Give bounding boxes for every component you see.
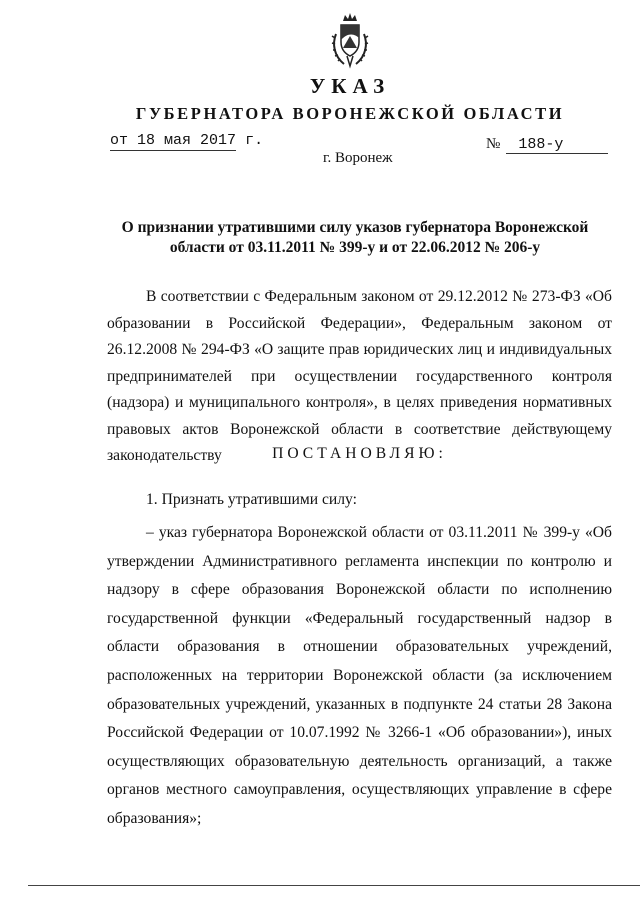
page-bottom-divider <box>28 885 640 886</box>
city: г. Воронеж <box>323 150 393 166</box>
document-date <box>110 132 263 151</box>
item-1-title: 1. Признать утратившими силу: <box>146 491 357 508</box>
document-heading: О признании утратившими силу указов губернатора Воронежской области от 03.11.2011 № 399-у и от 22.06.2012 № 206-у <box>121 219 589 256</box>
coat-of-arms-icon <box>330 12 370 70</box>
date-suffix: г. <box>245 132 264 149</box>
item-1-bullet: – указ губернатора Воронежской области от 03.11.2011 № 399-у «Об утверждении Административного регламента инспекции по контролю и надзору в сфере образования Воронежской области по исполнению государственной функции «Федеральный государственный надзор в области образования в отношении образовательных учреждений, расположенных на территории Воронежской области (за исключением образовательных учреждений, указанных в подпункте 24 статьи 28 Закона Российской Федерации от 10.07.1992 № 3266-1 «Об образовании»), иных осуществляющих образовательную деятельность организаций, а также органов местного самоуправления, осуществляющих управление в сфере образования»; <box>107 524 612 827</box>
issuing-authority: ГУБЕРНАТОРА ВОРОНЕЖСКОЙ ОБЛАСТИ <box>135 104 565 123</box>
number-value: 188-у <box>506 136 608 154</box>
preamble-paragraph: В соответствии с Федеральным законом от 29.12.2012 № 273-ФЗ «Об образовании в Российской Федерации», Федеральным законом от 26.12.2008 № 294-ФЗ «О защите прав юридических лиц и индивидуальных предпринимателей при осуществлении государственного контроля (надзора) и муниципального контроля», в целях приведения нормативных правовых актов Воронежской области в соответствие действующему законодательству <box>107 288 612 464</box>
document-type-title: УКАЗ <box>309 74 391 98</box>
resolve-clause: ПОСТАНОВЛЯЮ: <box>272 445 447 462</box>
number-label: № <box>486 136 501 152</box>
date-prefix: от <box>110 132 129 149</box>
document-number <box>486 136 608 154</box>
date-value: 18 мая 2017 <box>137 132 237 149</box>
